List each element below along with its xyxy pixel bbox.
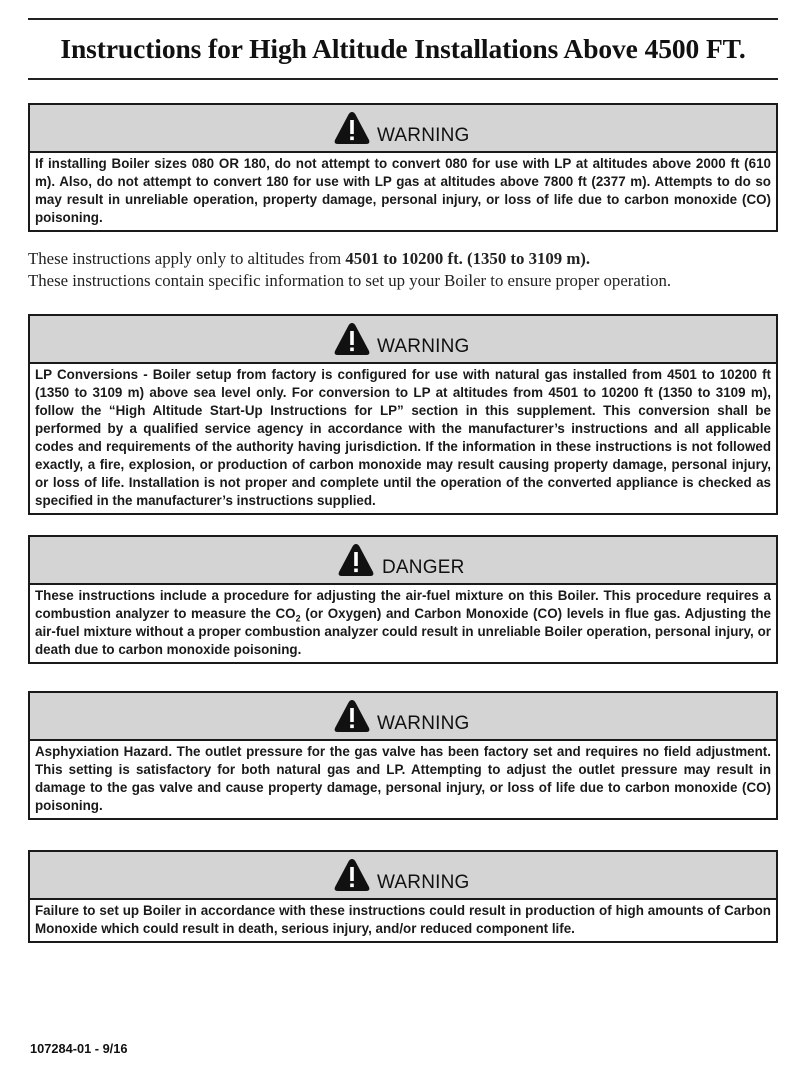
warning-box-setup-failure xyxy=(28,850,778,943)
warning-label: WARNING xyxy=(377,872,470,893)
warning-box-header xyxy=(30,105,776,153)
danger-box-header xyxy=(30,537,776,585)
danger-label: DANGER xyxy=(382,557,465,578)
altitude-range: 4501 to 10200 ft. (1350 to 3109 m). xyxy=(345,249,591,268)
warning-box-header xyxy=(30,852,776,900)
warning-label: WARNING xyxy=(377,713,470,734)
warning-text: LP Conversions - Boiler setup from factory is configured for use with natural gas installed from 4501 to 10200 ft (1350 to 3109 m) above sea level only. For conversion to LP at altitudes from 4501 to 10200 ft (1350 to 3109 m), follow the “High Altitude Start-Up Instructions for LP” section in this supplement. This conversion shall be performed by a qualified service agency in accordance with the manufacturer’s instructions and all applicable codes and requirements of the authority having jurisdiction. If the information in these instructions is not followed exactly, a fire, explosion, or production of carbon monoxide may result causing property damage, personal injury, or loss of life. Installation is not proper and complete until the operation of the converted appliance is checked as specified in the manufacturer’s instructions supplied. xyxy=(35,367,771,508)
danger-text: These instructions include a procedure for adjusting the air-fuel mixture on this Boiler. This procedure requires a combustion analyzer to measure the $CO_2$ (or Oxygen) and Carbon Monoxide (CO) levels in flue gas. Adjusting the air-fuel mixture without a proper combustion analyzer could result in unreliable Boiler operation, personal injury, or death due to carbon monoxide poisoning. xyxy=(35,588,771,657)
warning-text: If installing Boiler sizes 080 OR 180, do not attempt to convert 080 for use with LP at altitudes above 2000 ft (610 m). Also, do not attempt to convert 180 for use with LP gas at altitudes above 7800 ft (2377 m). Attempts to do so may result in unreliable operation, property damage, personal injury, or loss of life due to carbon monoxide (CO) poisoning. xyxy=(35,156,771,225)
warning-label: WARNING xyxy=(377,125,470,146)
warning-triangle-icon xyxy=(333,857,371,893)
intro-paragraph xyxy=(28,248,788,292)
warning-triangle-icon xyxy=(337,542,375,578)
danger-box-air-fuel xyxy=(28,535,778,664)
document-code: 107284-01 - 9/16 xyxy=(30,1041,128,1056)
warning-box-lp-conversions xyxy=(28,314,778,515)
warning-box-header xyxy=(30,316,776,364)
warning-triangle-icon xyxy=(333,321,371,357)
co2-subscript: 2 xyxy=(295,613,301,624)
warning-box-asphyxiation xyxy=(28,691,778,820)
warning-box-lp-size-limits xyxy=(28,103,778,232)
intro-line-2: These instructions contain specific information to set up your Boiler to ensure proper operation. xyxy=(28,271,672,290)
warning-label: WARNING xyxy=(377,336,470,357)
warning-triangle-icon xyxy=(333,698,371,734)
warning-text: Failure to set up Boiler in accordance with these instructions could result in production of high amounts of Carbon Monoxide which could result in death, serious injury, and/or reduced component life. xyxy=(35,903,771,936)
page-title: Instructions for High Altitude Installations Above 4500 FT. xyxy=(60,33,746,64)
title-rule-bottom xyxy=(28,78,778,80)
warning-box-header xyxy=(30,693,776,741)
warning-triangle-icon xyxy=(333,110,371,146)
title-rule-top xyxy=(28,18,778,20)
intro-line-1: These instructions apply only to altitudes from 4501 to 10200 ft. (1350 to 3109 m). xyxy=(28,249,591,268)
warning-text: Asphyxiation Hazard. The outlet pressure for the gas valve has been factory set and requires no field adjustment. This setting is satisfactory for both natural gas and LP. Attempting to adjust the outlet pressure may result in damage to the gas valve and cause property damage, personal injury, or loss of life due to carbon monoxide (CO) poisoning. xyxy=(35,744,771,813)
